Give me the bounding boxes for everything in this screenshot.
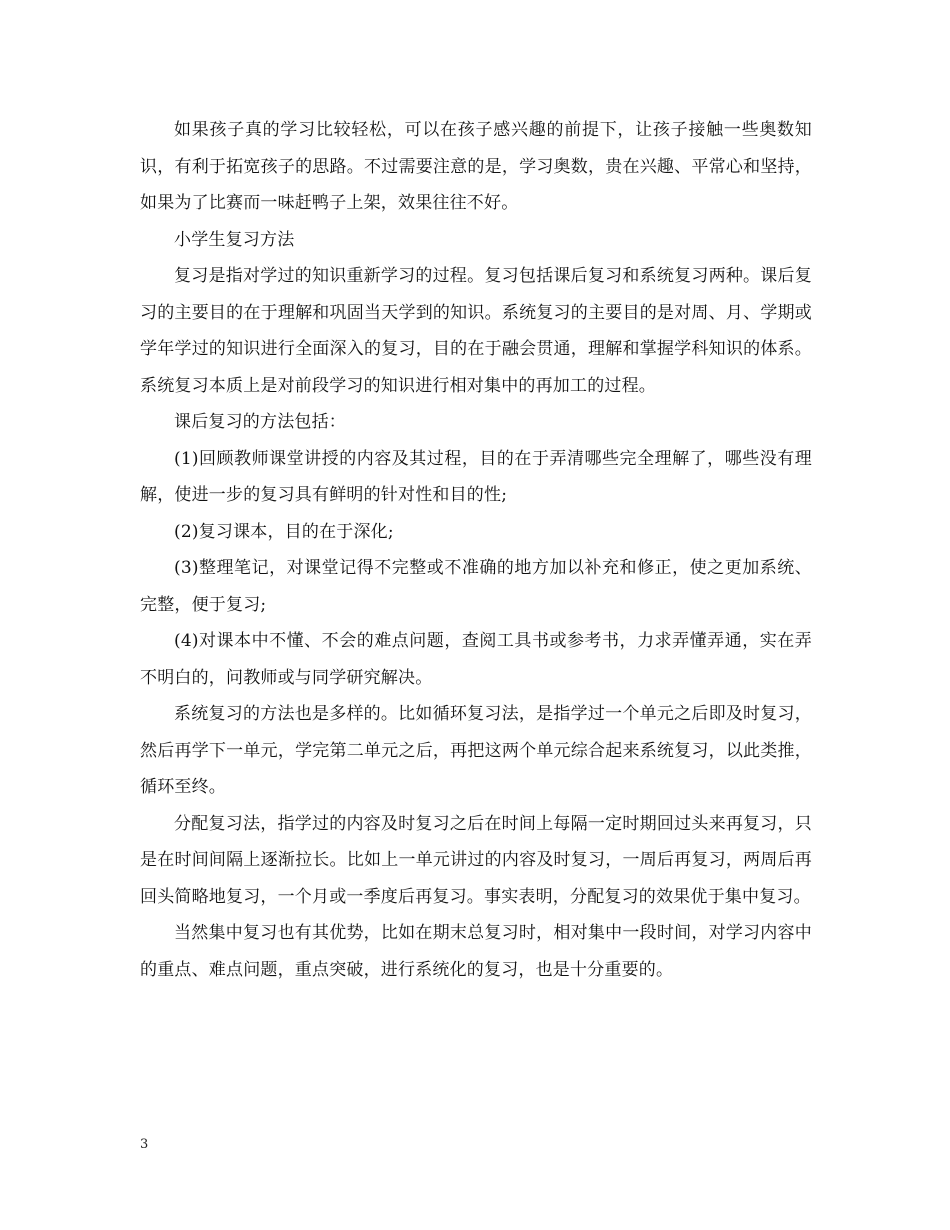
list-item-2: (2)复习课本，目的在于深化; xyxy=(174,521,394,542)
paragraph-olympiad-math: 如果孩子真的学习比较轻松，可以在孩子感兴趣的前提下，让孩子接触一些奥数知识，有利于拓宽孩子的思路。不过需要注意的是，学习奥数，贵在兴趣、平常心和坚持，如果为了比赛而一味赶鸭子上架，效果往往不好。 xyxy=(140,120,812,213)
list-item-4: (4)对课本中不懂、不会的难点问题，查阅工具书或参考书，力求弄懂弄通，实在弄不明白的，问教师或与同学研究解决。 xyxy=(140,631,812,688)
paragraph-review-definition: 复习是指对学过的知识重新学习的过程。复习包括课后复习和系统复习两种。课后复习的主要目的在于理解和巩固当天学到的知识。系统复习的主要目的是对周、月、学期或学年学过的知识进行全面深入的复习，目的在于融会贯通，理解和掌握学科知识的体系。系统复习本质上是对前段学习的知识进行相对集中的再加工的过程。 xyxy=(140,266,812,396)
page-number: 3 xyxy=(140,1137,149,1152)
paragraph-after-class-intro: 课后复习的方法包括： xyxy=(174,412,346,432)
list-item-3: (3)整理笔记，对课堂记得不完整或不准确的地方加以补充和修正，使之更加系统、完整，便于复习; xyxy=(140,558,812,615)
paragraph-concentrated-review: 当然集中复习也有其优势，比如在期末总复习时，相对集中一段时间，对学习内容中的重点、难点问题，重点突破，进行系统化的复习，也是十分重要的。 xyxy=(140,923,812,980)
paragraph-distributed-review: 分配复习法，指学过的内容及时复习之后在时间上每隔一定时期回过头来再复习，只是在时间间隔上逐渐拉长。比如上一单元讲过的内容及时复习，一周后再复习，两周后再回头简略地复习，一个月或一季度后再复习。事实表明，分配复习的效果优于集中复习。 xyxy=(140,813,812,907)
list-item-1: (1)回顾教师课堂讲授的内容及其过程，目的在于弄清哪些完全理解了，哪些没有理解，使进一步的复习具有鲜明的针对性和目的性; xyxy=(140,448,812,505)
document-body xyxy=(140,112,812,988)
paragraph-cyclic-review: 系统复习的方法也是多样的。比如循环复习法，是指学过一个单元之后即及时复习，然后再学下一单元，学完第二单元之后，再把这两个单元综合起来系统复习，以此类推，循环至终。 xyxy=(140,704,812,797)
section-heading-review-methods: 小学生复习方法 xyxy=(174,229,295,250)
